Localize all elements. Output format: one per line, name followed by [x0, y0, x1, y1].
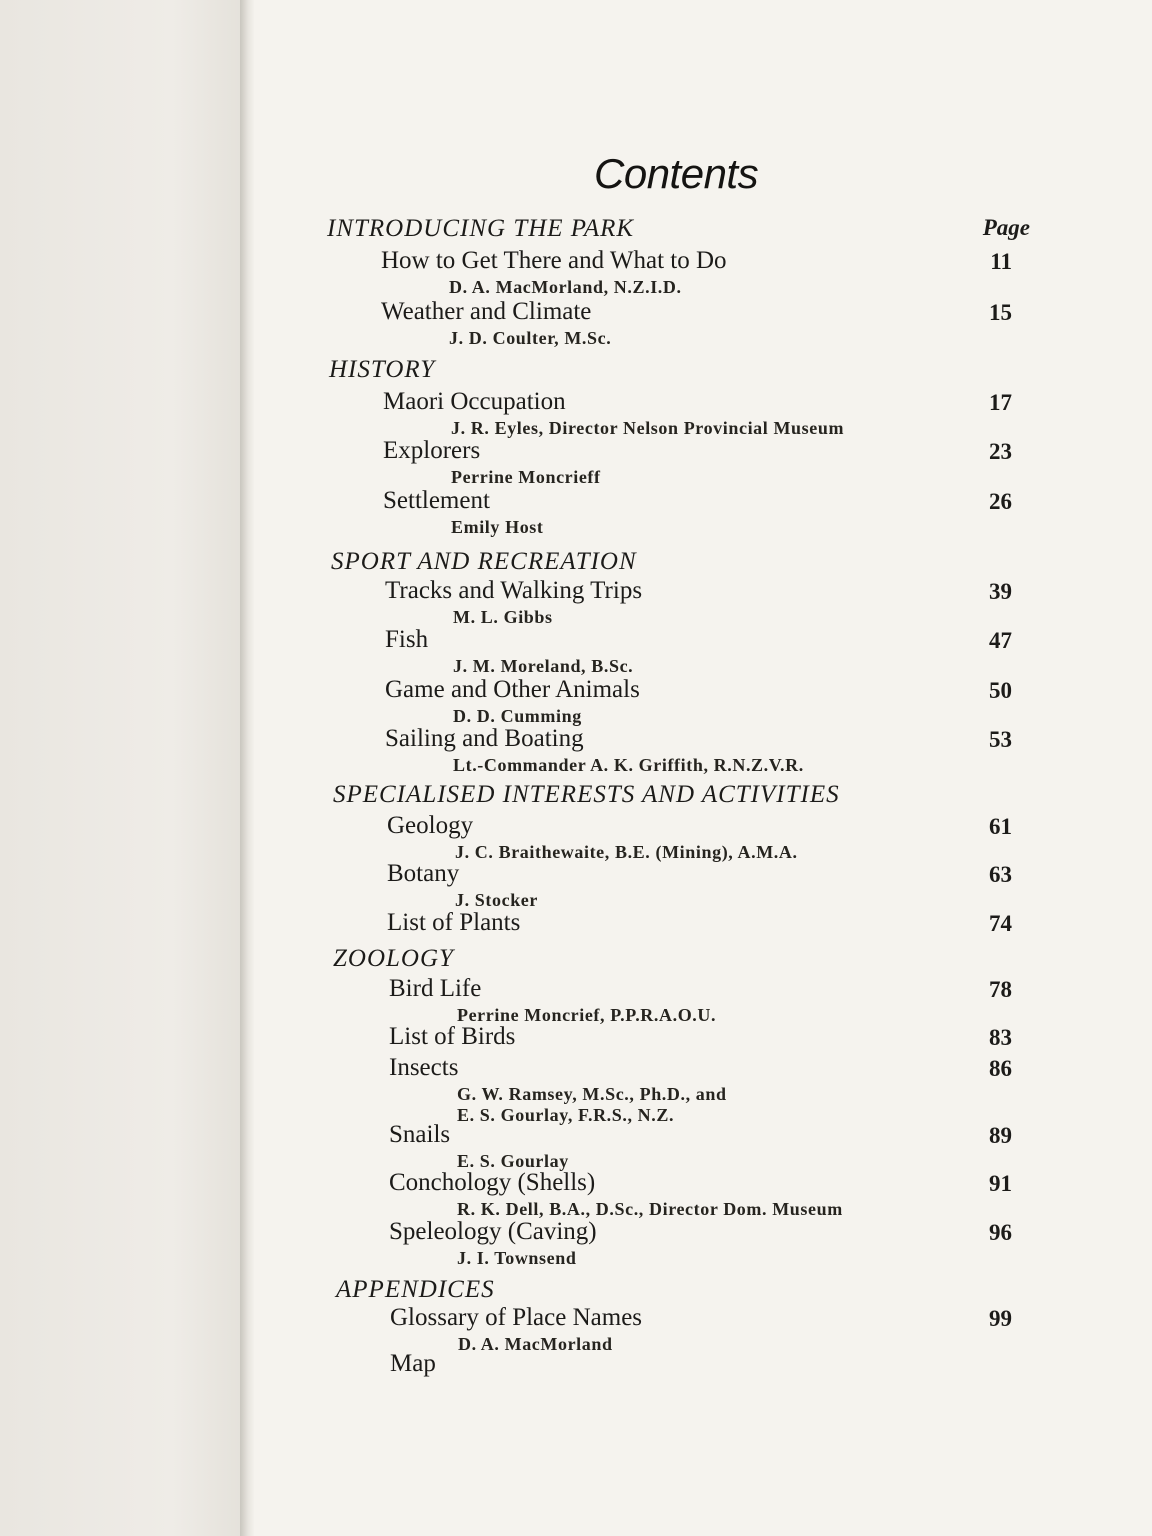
toc-page-number: 99 [989, 1306, 1012, 1331]
toc-entry-author: G. W. Ramsey, M.Sc., Ph.D., and [457, 1084, 727, 1104]
toc-entry-title: Geology [387, 812, 474, 839]
toc-entry-title: Fish [385, 626, 429, 653]
toc-entry-author: Perrine Moncrief, P.P.R.A.O.U. [457, 1005, 717, 1025]
toc-entry-author: E. S. Gourlay [457, 1151, 569, 1171]
section-heading: SPECIALISED INTERESTS AND ACTIVITIES [333, 781, 840, 808]
toc-entry-title: Speleology (Caving) [389, 1218, 597, 1245]
toc-page-number: 74 [989, 911, 1012, 936]
toc-page-number: 89 [989, 1123, 1012, 1148]
toc-entry-title: How to Get There and What to Do [381, 247, 727, 274]
toc-page-number: 23 [989, 439, 1012, 464]
toc-entry-author: Perrine Moncrieff [451, 467, 601, 487]
toc-entry-title: Weather and Climate [381, 298, 592, 325]
toc-entry-title: Map [390, 1350, 436, 1377]
toc-entry-title: List of Plants [387, 909, 521, 936]
toc-page-number: 47 [989, 628, 1012, 653]
toc-page-number: 26 [989, 489, 1012, 514]
toc-page-number: 50 [989, 678, 1012, 703]
toc-entry-title: Sailing and Boating [385, 725, 584, 752]
toc-entry-title: Settlement [383, 487, 490, 514]
toc-entry-author: J. M. Moreland, B.Sc. [453, 656, 634, 676]
toc-entry-title: Snails [389, 1121, 451, 1148]
toc-page-number: 11 [990, 249, 1012, 274]
toc-entry-title: Tracks and Walking Trips [385, 577, 643, 604]
toc-entry-author: M. L. Gibbs [453, 607, 553, 627]
toc-entry-title: Botany [387, 860, 460, 887]
toc-entry-author: E. S. Gourlay, F.R.S., N.Z. [457, 1105, 675, 1125]
toc-page-number: 63 [989, 862, 1012, 887]
toc-entry-author: D. D. Cumming [453, 706, 582, 726]
toc-page-number: 91 [989, 1171, 1012, 1196]
toc-page-number: 17 [989, 390, 1012, 415]
page-title: Contents [594, 150, 759, 197]
section-heading: ZOOLOGY [333, 945, 454, 972]
toc-entry-author: J. Stocker [455, 890, 538, 910]
toc-entry-title: Game and Other Animals [385, 676, 640, 703]
toc-entry-author: R. K. Dell, B.A., D.Sc., Director Dom. Museum [457, 1199, 843, 1219]
toc-page-number: 39 [989, 579, 1012, 604]
left-page-edge [0, 0, 246, 1536]
toc-entry-author: J. I. Townsend [457, 1248, 577, 1268]
toc-page-number: 83 [989, 1025, 1012, 1050]
toc-entry-title: Explorers [383, 437, 481, 464]
toc-page-number: 96 [989, 1220, 1012, 1245]
section-heading: APPENDICES [336, 1276, 495, 1303]
toc-entry-author: Lt.-Commander A. K. Griffith, R.N.Z.V.R. [453, 755, 804, 775]
section-heading: INTRODUCING THE PARK [327, 215, 635, 242]
toc-page-number: 78 [989, 977, 1012, 1002]
toc-entry-author: J. D. Coulter, M.Sc. [449, 328, 612, 348]
toc-page-number: 15 [989, 300, 1012, 325]
toc-entry-author: D. A. MacMorland [458, 1334, 613, 1354]
toc-entry-author: D. A. MacMorland, N.Z.I.D. [449, 277, 682, 297]
toc-entry-author: Emily Host [451, 517, 544, 537]
toc-entry-title: List of Birds [389, 1023, 516, 1050]
page-column-header: Page [982, 215, 1030, 240]
toc-entry-author: J. C. Braithewaite, B.E. (Mining), A.M.A. [455, 842, 798, 862]
section-heading: HISTORY [329, 356, 436, 383]
toc-page-number: 53 [989, 727, 1012, 752]
toc-entry-title: Glossary of Place Names [390, 1304, 643, 1331]
toc-page-number: 86 [989, 1056, 1012, 1081]
book-gutter [240, 0, 254, 1536]
toc-entry-title: Bird Life [389, 975, 482, 1002]
toc-entry-title: Conchology (Shells) [389, 1169, 596, 1196]
section-heading: SPORT AND RECREATION [331, 548, 637, 575]
toc-page-number: 61 [989, 814, 1012, 839]
toc-entry-author: J. R. Eyles, Director Nelson Provincial Museum [451, 418, 845, 438]
toc-entry-title: Maori Occupation [383, 388, 566, 415]
toc-entry-title: Insects [389, 1054, 459, 1081]
